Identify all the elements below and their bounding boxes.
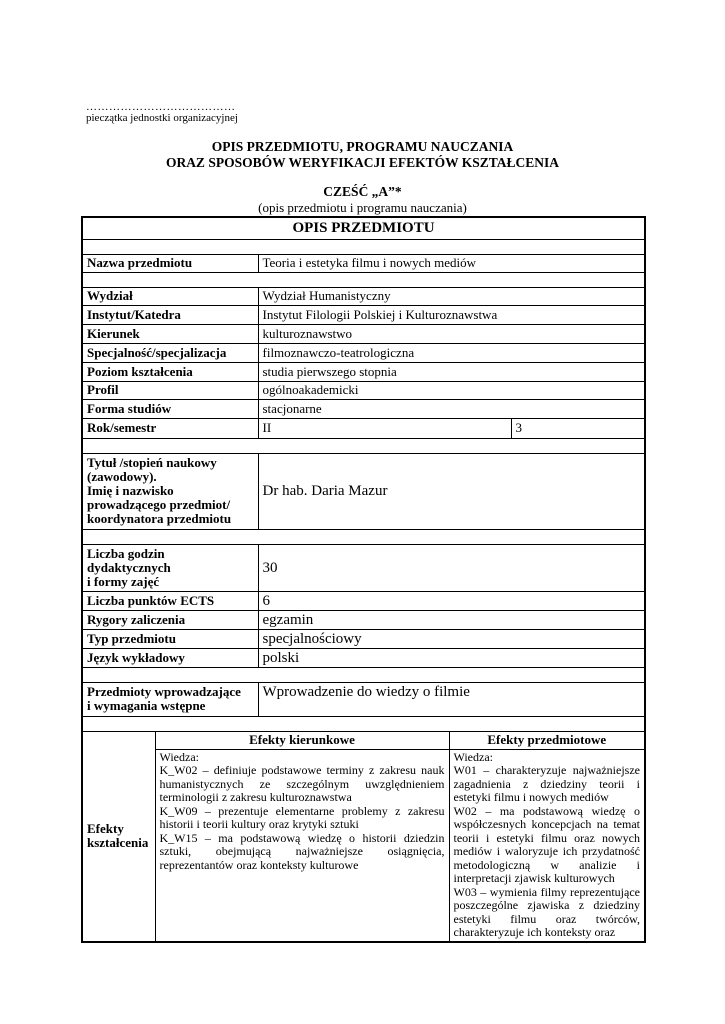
specjalnosc-label: Specjalność/specjalizacja [82,343,258,362]
forma-value: stacjonarne [258,399,645,418]
spacer-row [82,716,645,731]
spacer-row [82,529,645,544]
label-line: Imię i nazwisko [87,482,174,498]
part-subtitle: (opis przedmiotu i programu nauczania) [258,200,467,215]
instytut-label: Instytut/Katedra [82,305,258,324]
semestr-value: 3 [511,418,645,438]
document-title-line2: ORAZ SPOSOBÓW WERYFIKACJI EFEKTÓW KSZTAŁCENIA [165,155,560,170]
effect-item: W01 – charakteryzuje najważniejsze zagadnienia z dziedziny teorii i estetyki filmu i nowych mediów [453,763,640,804]
effect-item: K_W15 – ma podstawową wiedzę o historii dziedzin sztuki, obejmującą najważniejsze osiągnięcia, reprezentantów oraz konteksty kulturowe [159,830,445,872]
effect-item: Wiedza: [159,749,199,764]
course-description-table [81,216,646,943]
przedmioty-label [82,682,258,716]
spacer-row [82,667,645,682]
effect-item: K_W02 – definiuje podstawowe terminy z zakresu nauk humanistycznych ze szczególnym uwzględnieniem terminologii z zakresu kulturoznawstwa [159,763,445,804]
label-line: Przedmioty wprowadzające [87,683,241,699]
label-line: prowadzącego przedmiot/ [87,496,231,512]
label-line: Liczba godzin [87,545,165,561]
profil-value: ogólnoakademicki [258,381,645,399]
nazwa-value: Teoria i estetyka filmu i nowych mediów [258,254,645,272]
rygory-value: egzamin [258,610,645,629]
stamp-dots: ………………………………… [86,101,236,113]
poziom-label: Poziom kształcenia [82,362,258,381]
document-title-line1: OPIS PRZEDMIOTU, PROGRAMU NAUCZANIA [211,139,514,154]
label-line: Tytuł /stopień naukowy [87,454,217,470]
effect-item: K_W09 – prezentuje elementarne problemy z zakresu historii i teorii kultury oraz krytyki sztuki [159,803,445,831]
kierunek-label: Kierunek [82,324,258,343]
label-line: i wymagania wstępne [87,697,206,713]
rok-value: II [258,418,511,438]
label-line: dydaktycznych [87,559,171,575]
efekty-kierunkowe-body [155,749,449,942]
section-title: OPIS PRZEDMIOTU [82,217,645,239]
label-line: kształcenia [87,835,149,850]
godziny-value: 30 [258,544,645,591]
wydzial-label: Wydział [82,287,258,305]
specjalnosc-value: filmoznawczo-teatrologiczna [258,343,645,362]
efekty-przedmiotowe-header: Efekty przedmiotowe [449,731,645,749]
godziny-label [82,544,258,591]
jezyk-value: polski [258,648,645,667]
poziom-value: studia pierwszego stopnia [258,362,645,381]
wydzial-value: Wydział Humanistyczny [258,287,645,305]
typ-value: specjalnościowy [258,629,645,648]
spacer-row [82,239,645,254]
effect-item: W02 – ma podstawową wiedzę o współczesnych koncepcjach na temat teorii i estetyki filmu oraz nowych mediów i waloryzuje ich przydatność metodologiczną w analizie i interpretacji zjawisk kulturowych [453,803,640,885]
label-line: (zawodowy). [87,468,157,484]
label-line: koordynatora przedmiotu [87,510,232,526]
typ-label: Typ przedmiotu [82,629,258,648]
ects-label: Liczba punktów ECTS [82,591,258,610]
kierunek-value: kulturoznawstwo [258,324,645,343]
spacer-row [82,438,645,453]
rok-label: Rok/semestr [82,418,258,438]
spacer-row [82,272,645,287]
effect-item: Wiedza: [453,749,493,764]
prowadzacy-label [82,453,258,529]
stamp-label: pieczątka jednostki organizacyjnej [86,112,238,124]
profil-label: Profil [82,381,258,399]
instytut-value: Instytut Filologii Polskiej i Kulturoznawstwa [258,305,645,324]
part-title: CZEŚĆ „A”* [323,184,402,199]
ects-value: 6 [258,591,645,610]
label-line: Efekty [87,821,124,836]
forma-label: Forma studiów [82,399,258,418]
label-line: i formy zajęć [87,573,160,589]
przedmioty-value: Wprowadzenie do wiedzy o filmie [258,682,645,716]
rygory-label: Rygory zaliczenia [82,610,258,629]
jezyk-label: Język wykładowy [82,648,258,667]
effect-item: W03 – wymienia filmy reprezentujące poszczególne zjawiska z dziedziny estetyki filmu oraz twórców, charakteryzuje ich konteksty oraz [453,884,640,939]
efekty-label [82,731,155,942]
nazwa-label: Nazwa przedmiotu [82,254,258,272]
efekty-przedmiotowe-body [449,749,645,942]
efekty-kierunkowe-header: Efekty kierunkowe [155,731,449,749]
prowadzacy-value: Dr hab. Daria Mazur [258,453,645,529]
